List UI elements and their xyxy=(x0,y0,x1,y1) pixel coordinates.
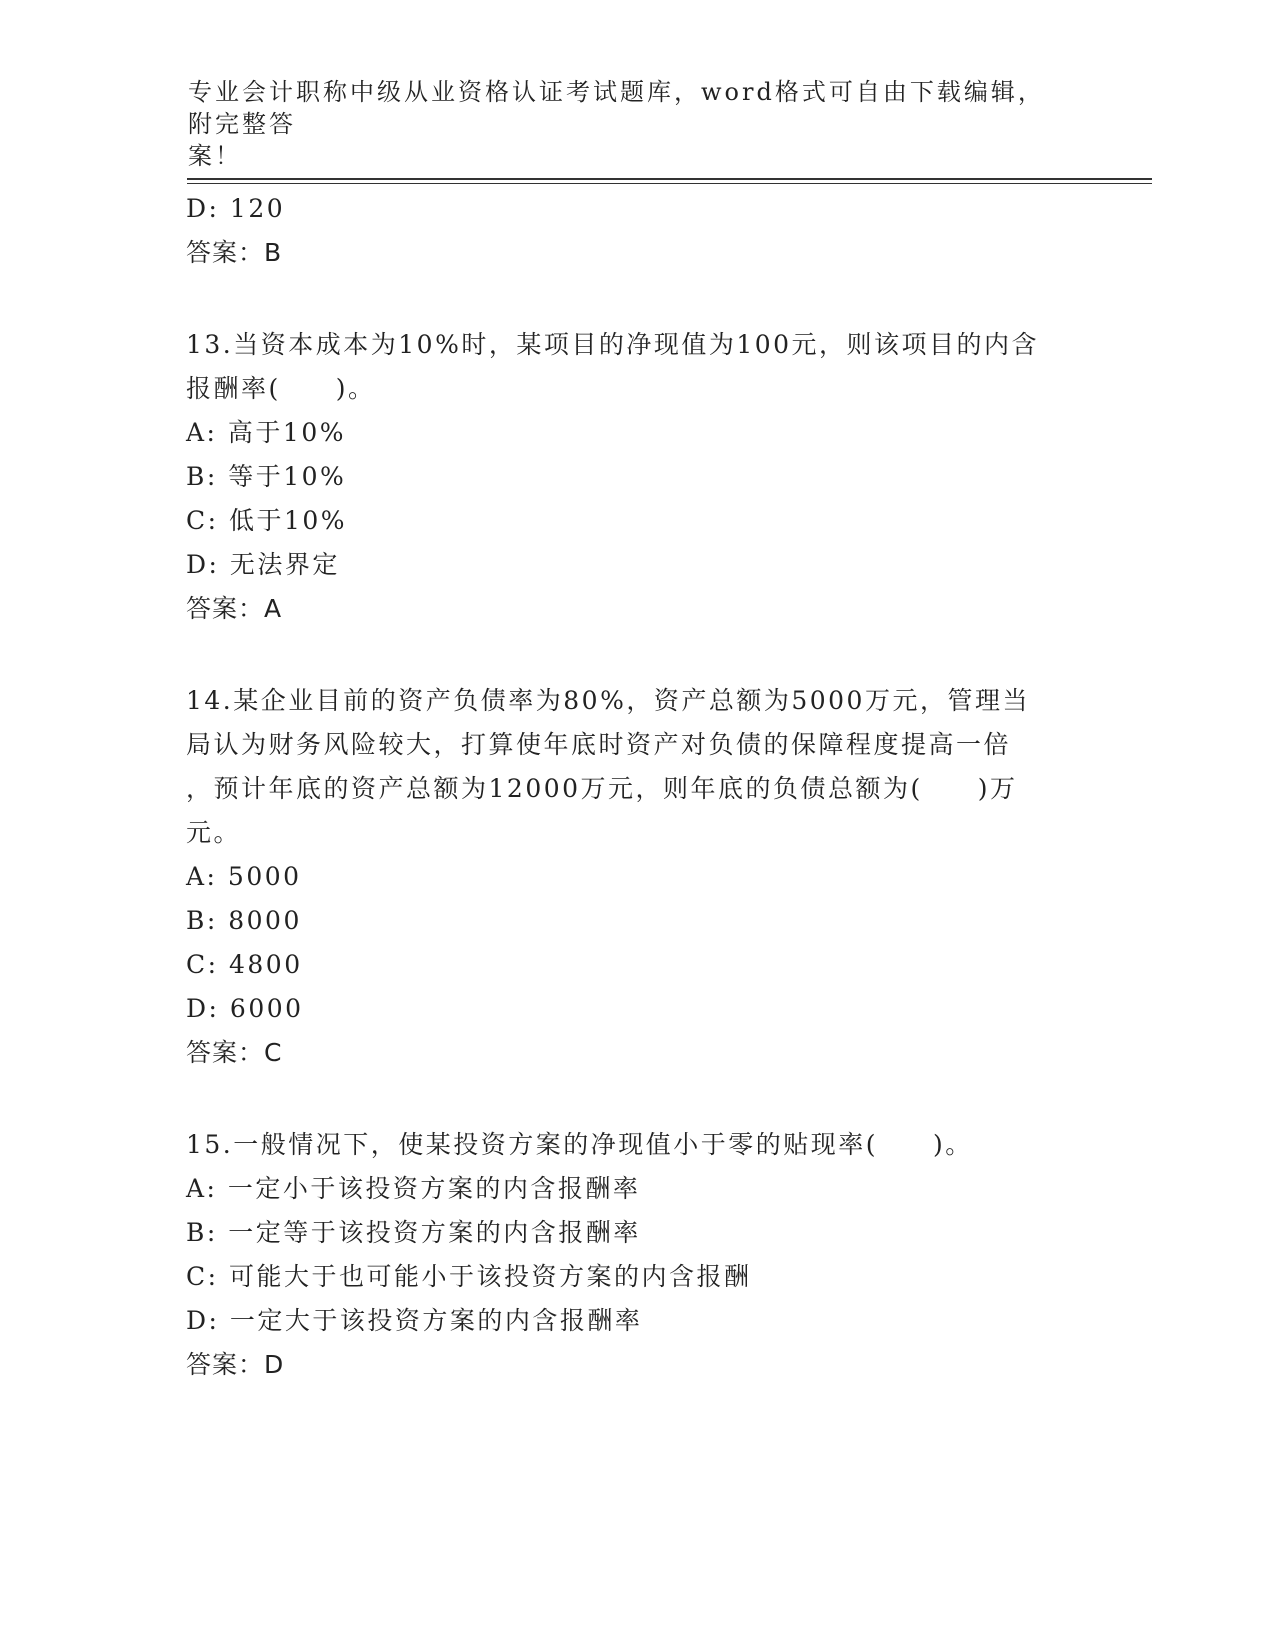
q15-answer: 答案：D xyxy=(186,1350,285,1379)
q13-option-b: B: 等于10% xyxy=(186,462,347,491)
prev-answer: 答案：B xyxy=(186,238,283,267)
q13-stem-line-1: 13.当资本成本为10%时，某项目的净现值为100元，则该项目的内含 xyxy=(186,330,1040,359)
q14-option-c: C: 4800 xyxy=(186,950,303,979)
header-line-2: 案！ xyxy=(188,142,242,170)
q15-stem-line-1: 15.一般情况下，使某投资方案的净现值小于零的贴现率( )。 xyxy=(186,1130,973,1159)
q15-option-b: B: 一定等于该投资方案的内含报酬率 xyxy=(186,1218,641,1247)
q14-option-b: B: 8000 xyxy=(186,906,302,935)
q15-option-c: C: 可能大于也可能小于该投资方案的内含报酬 xyxy=(186,1262,752,1291)
header-rule-thick xyxy=(187,178,1152,180)
q14-stem-line-4: 元。 xyxy=(186,818,242,847)
q14-option-d: D: 6000 xyxy=(186,994,304,1023)
q14-stem-line-3: ，预计年底的资产总额为12000万元，则年底的负债总额为( )万 xyxy=(186,774,1018,803)
q15-option-a: A: 一定小于该投资方案的内含报酬率 xyxy=(186,1174,641,1203)
header-rule-thin xyxy=(187,183,1152,184)
q14-stem-line-2: 局认为财务风险较大，打算使年底时资产对负债的保障程度提高一倍 xyxy=(186,730,1012,759)
q13-answer: 答案：A xyxy=(186,594,283,623)
header-line-1: 专业会计职称中级从业资格认证考试题库，word格式可自由下载编辑，附完整答 xyxy=(188,78,1045,138)
prev-option-d: D: 120 xyxy=(186,194,286,223)
q15-option-d: D: 一定大于该投资方案的内含报酬率 xyxy=(186,1306,643,1335)
q13-stem-line-2: 报酬率( )。 xyxy=(186,374,376,403)
q14-stem-line-1: 14.某企业目前的资产负债率为80%，资产总额为5000万元，管理当 xyxy=(186,686,1030,715)
q13-option-c: C: 低于10% xyxy=(186,506,348,535)
q14-answer: 答案：C xyxy=(186,1038,283,1067)
q13-option-d: D: 无法界定 xyxy=(186,550,340,579)
q13-option-a: A: 高于10% xyxy=(186,418,346,447)
q14-option-a: A: 5000 xyxy=(186,862,302,891)
document-header xyxy=(188,76,1068,172)
